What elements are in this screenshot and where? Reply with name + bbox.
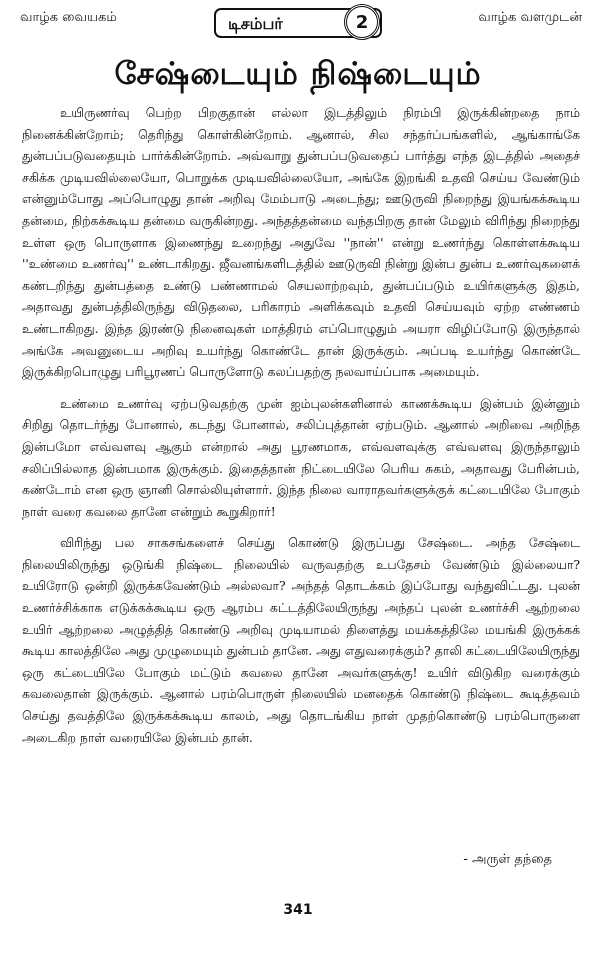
author-signature: - அருள் தந்தை bbox=[463, 852, 552, 867]
header-left-motto: வாழ்க வையகம் bbox=[20, 10, 117, 25]
body-text bbox=[22, 102, 580, 758]
page-number: 341 bbox=[283, 902, 313, 918]
paragraph-1: உயிருணர்வு பெற்ற பிறகுதான் எல்லா இடத்திலும் நிரம்பி இருக்கின்றதை நாம் நினைக்கின்றோம்; தெரிந்து கொள்கின்றோம். ஆனால், சில சந்தர்ப்பங்களில், ஆங்காங்கே துன்பப்படுவதையும் பார்க்கின்றோம். அவ்வாறு துன்பப்படுவதைப் பார்த்து எந்த இடத்தில் அதைச் சகிக்க முடியவில்லையோ, பொறுக்க முடியவில்லையோ, அங்கே இறங்கி உதவி செய்ய வேண்டும் என்னும்போது அப்பொழுது தான் அறிவு மேம்பாடு அடைந்து; ஊடுருவி நிறைந்து இயங்கக்கூடிய தன்மை, நிற்கக்கூடிய தன்மை வருகின்றது. அந்தத்தன்மை வந்தபிறகு தான் மேலும் விரிந்து நிறைந்து உள்ள ஒரு பொருளாக இணைந்து உறைந்து அதுவே ''நான்'' என்று உணர்ந்து கொள்ளக்கூடிய ''உண்மை உணர்வு'' உண்டாகிறது. ஜீவனங்களிடத்தில் ஊடுருவி நின்று இன்ப துன்ப உணர்வுகளைக் கண்டறிந்து துன்பத்தை உண்டு பண்ணாமல் செயலாற்றவும், துன்பப்படும் உயிர்களுக்கு இதம், அதாவது துன்பத்திலிருந்து விடுதலை, பரிகாரம் அளிக்கவும் உதவி செய்யவும் ஏற்ற எண்ணம் உண்டாகிறது. இந்த இரண்டு நினைவுகள் மாத்திரம் எப்பொழுதும் அயரா விழிப்போடு இருந்தால் அங்கே அவனுடைய அறிவு உயர்ந்து கொண்டே தான் இருக்கும். அப்படி உயர்ந்து கொண்டே இருக்கிறபொழுது பரிபூரணப் பொருளோடு கலப்பதற்கு நலவாய்ப்பாக அமையும். bbox=[22, 105, 580, 380]
date-day-circle: 2 bbox=[344, 4, 380, 40]
paragraph-3: விரிந்து பல சாகசங்களைச் செய்து கொண்டு இருப்பது சேஷ்டை. அந்த சேஷ்டை நிலையிலிருந்து ஒடுங்கி நிஷ்டை நிலையில் வருவதற்கு உபதேசம் வேண்டும் இல்லையா? உயிரோடு ஒன்றி இருக்கவேண்டும் அல்லவா? அந்தத் தொடக்கம் இப்போது வந்துவிட்டது. புலன் உணர்ச்சிக்காக எடுக்கக்கூடிய ஒரு ஆரம்ப கட்டத்திலேயிருந்து அந்தப் புலன் உணர்ச்சி ஆற்றலை உயிர் ஆற்றலை அழுத்தித் கொண்டு அறிவு முடியாமல் திளைத்து மயக்கத்திலே மயங்கி இருக்கக் கூடிய காலத்திலே அது முழுமையும் துன்பம் தானே. அது எதுவரைக்கும்? தாலி கட்டையிலேயிருந்து ஒரு கட்டையிலே போகும் மட்டும் கவலை தானே அவர்களுக்கு! உயிர் விடுகிற வரைக்கும் கவலைதான் இருக்கும். ஆனால் பரம்பொருள் நிலையில் மனதைக் கொண்டு நிஷ்டை கூடித்தவம் செய்து தவத்திலே இருக்கக்கூடிய காலம், அது தொடங்கிய நாள் முதற்கொண்டு பரம்பொருளை அடைகிற நாள் வரையிலே இன்பம் தான். bbox=[22, 535, 580, 745]
date-box bbox=[214, 8, 382, 38]
header-right-motto: வாழ்க வளமுடன் bbox=[478, 10, 582, 25]
page-title: சேஷ்டையும் நிஷ்டையும் bbox=[114, 56, 482, 92]
paragraph-2: உண்மை உணர்வு ஏற்படுவதற்கு முன் ஐம்புலன்களினால் காணக்கூடிய இன்பம் இன்னும் சிறிது தொடர்ந்து போனால், கடந்து போனால், சலிப்புத்தான் ஏற்படும். ஆனால் அறிவை அறிந்த இன்பமோ எவ்வளவு ஆகும் என்றால் அது பூரணமாக, எவ்வளவுக்கு எவ்வளவு இருந்தாலும் சலிப்பில்லாத இன்பமாக இருக்கும். இதைத்தான் நிட்டையிலே பெரிய சுகம், அதாவது பேரின்பம், கண்டோம் என ஒரு ஞானி சொல்லியுள்ளார். இந்த நிலை வாராதவர்களுக்குக் கட்டையிலே போகும் நாள் வரை கவலை தானே என்றும் கூறுகிறார்! bbox=[22, 395, 580, 519]
date-month: டிசம்பர் bbox=[228, 14, 283, 33]
